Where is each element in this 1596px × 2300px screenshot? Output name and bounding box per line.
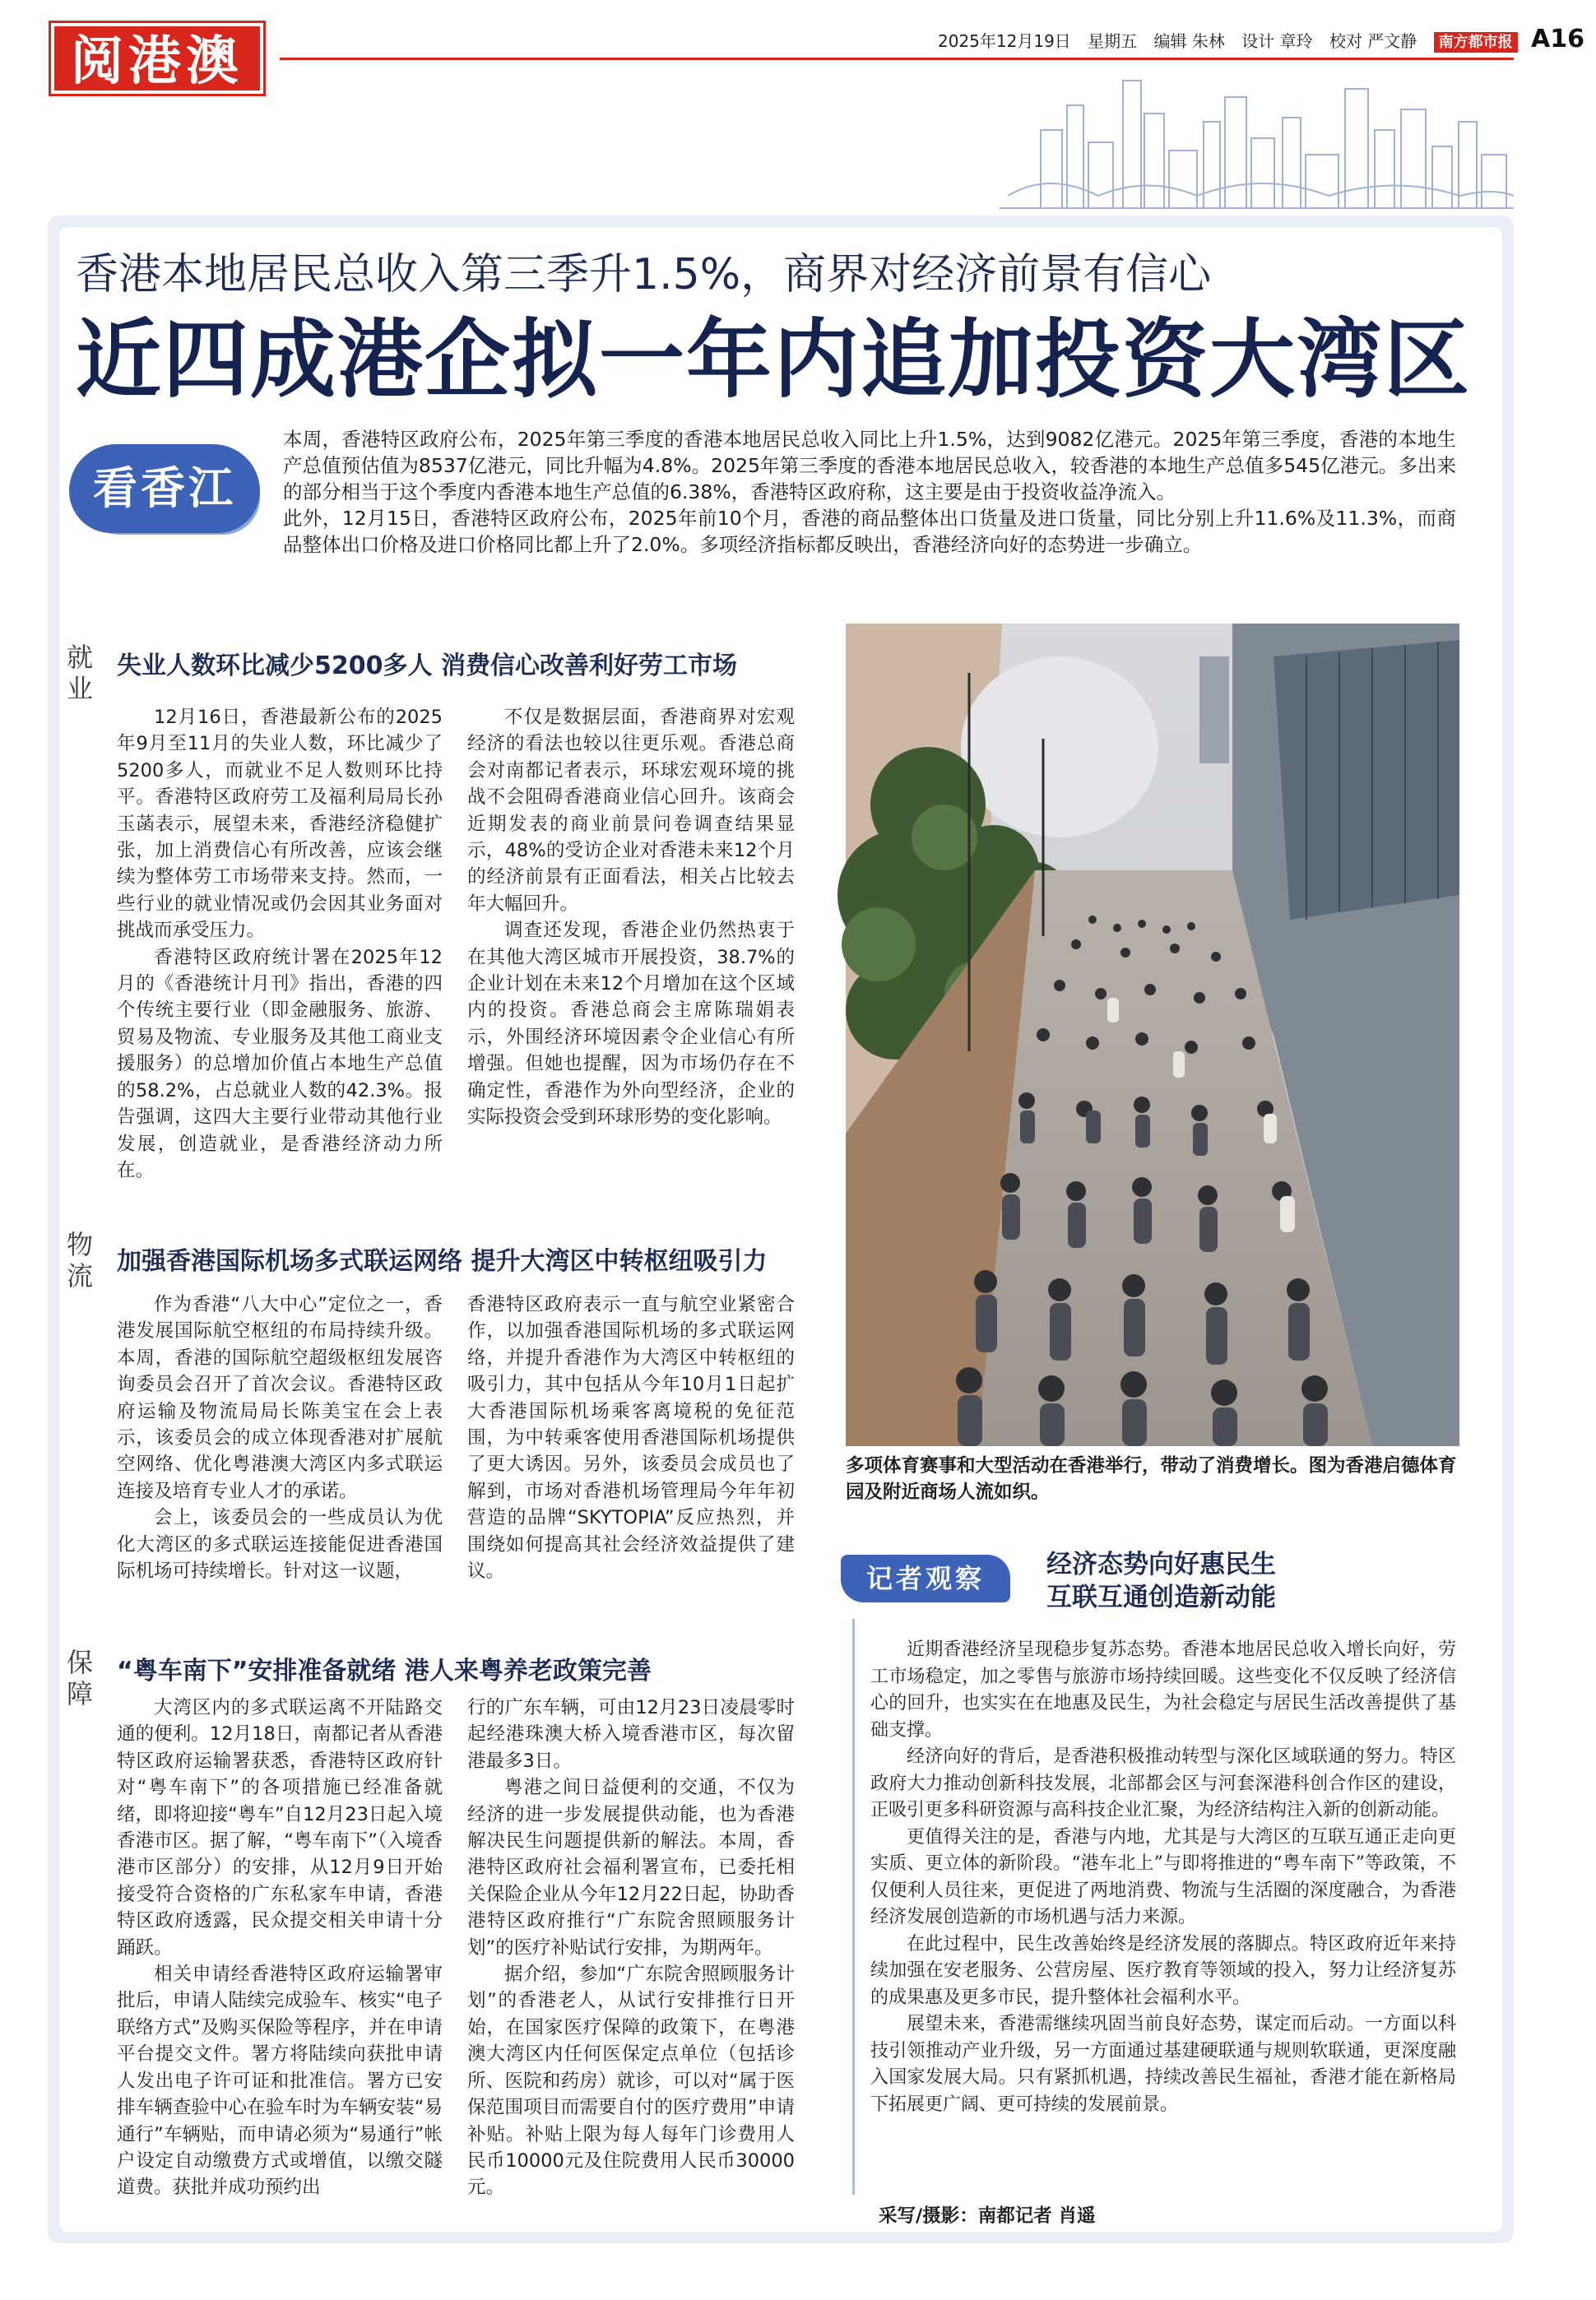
commentary-title-line: 经济态势向好惠民生 [1046, 1550, 1276, 1579]
page-number: A16 [1531, 25, 1584, 53]
section-tag-employment [66, 642, 99, 704]
proofreader-credit: 校对 严文静 [1329, 31, 1417, 51]
welfare-column-1 [117, 1695, 443, 2201]
crowd-street-photo [846, 624, 1459, 1446]
photo-caption: 多项体育赛事和大型活动在香港举行，带动了消费增长。图为香港启德体育园及附近商场人流如织。 [846, 1455, 1457, 1503]
commentary-title-line: 互联互通创造新动能 [1046, 1583, 1276, 1612]
welfare-column-2 [467, 1695, 795, 2201]
section-tag-text: 保障 [66, 1647, 93, 1709]
section-heading-logistics: 加强香港国际机场多式联运网络 提升大湾区中转枢纽吸引力 [117, 1247, 768, 1276]
section-masthead: 阅港澳 [51, 23, 263, 94]
commentary-body [870, 1637, 1456, 2118]
intro-paragraph: 本周，香港特区政府公布，2025年第三季度的香港本地居民总收入同比上升1.5%，达到9082亿港元。2025年第三季度，香港的本地生产总值预估值为8537亿港元，同比升幅为4.8%。2025年第三季度的香港本地居民总收入，较香港的本地生产总值多545亿港元。多出来的部分相当于这个季度内香港本地生产总值的6.38%，香港特区政府称，这主要是由于投资收益净流入。 [283, 428, 1456, 503]
commentary-paragraph: 经济向好的背后，是香港积极推动转型与深化区域联通的努力。特区政府大力推动创新科技发展，北部都会区与河套深港科创合作区的建设，正吸引更多科研资源与高科技企业汇聚，为经济结构注入新的创新动能。 [870, 1746, 1456, 1820]
commentary-paragraph: 在此过程中，民生改善始终是经济发展的落脚点。特区政府近年来持续加强在安老服务、公营房屋、医疗教育等领域的投入，努力让经济复苏的成果惠及更多市民，提升整体社会福利水平。 [870, 1933, 1456, 2008]
section-heading-welfare: “粤车南下”安排准备就绪 港人来粤养老政策完善 [117, 1657, 652, 1686]
body-paragraph: 相关申请经香港特区政府运输署审批后，申请人陆续完成验车、核实“电子联络方式”及购买保险等程序，并在申请平台提交文件。署方将陆续向获批申请人发出电子许可证和批准信。署方已安排车辆查验中心在验车时为车辆安装“易通行”车辆贴，而申请必须为“易通行”帐户设定自动缴费方式或增值，以缴交隧道费。获批并成功预约出 [117, 1964, 443, 2199]
body-paragraph: 12月16日，香港最新公布的2025年9月至11月的失业人数，环比减少了5200多人，而就业不足人数则环比持平。香港特区政府劳工及福利局局长孙玉菡表示，展望未来，香港经济稳健扩张，加上消费信心有所改善，应该会继续为整体劳工市场带来支持。然而，一些行业的就业情况或仍会因其业务面对挑战而承受压力。 [117, 707, 443, 942]
logistics-column-2 [467, 1291, 795, 1584]
editor-credit: 编辑 朱林 [1153, 31, 1225, 51]
commentary-tag: 记者观察 [841, 1555, 1010, 1602]
employment-column-1 [117, 704, 443, 1184]
commentary-paragraph: 近期香港经济呈现稳步复苏态势。香港本地居民总收入增长向好，劳工市场稳定，加之零售与旅游市场持续回暖。这些变化不仅反映了经济信心的回升，也实实在在地惠及民生，为社会稳定与居民生活改善提供了基础支撑。 [870, 1639, 1456, 1741]
body-paragraph: 香港特区政府表示一直与航空业紧密合作，以加强香港国际机场的多式联运网络，并提升香港作为大湾区中转枢纽的吸引力，其中包括从今年10月1日起扩大香港国际机场乘客离境税的免征范围，为中转乘客使用香港国际机场提供了更大诱因。另外，该委员会成员也了解到，市场对香港机场管理局今年年初营造的品牌“SKYTOPIA”反应热烈，并围绕如何提高其社会经济效益提供了建议。 [467, 1294, 795, 1583]
body-paragraph: 大湾区内的多式联运离不开陆路交通的便利。12月18日，南都记者从香港特区政府运输署获悉，香港特区政府针对“粤车南下”的各项措施已经准备就绪，即将迎接“粤车”自12月23日起入境香港市区。据了解，“粤车南下”（入境香港市区部分）的安排，从12月9日开始接受符合资格的广东私家车申请，香港特区政府透露，民众提交相关申请十分踊跃。 [117, 1697, 443, 1959]
issue-weekday: 星期五 [1088, 31, 1138, 51]
body-paragraph: 粤港之间日益便利的交通，不仅为经济的进一步发展提供动能，也为香港解决民生问题提供新的解法。本周，香港特区政府社会福利署宣布，已委托相关保险企业从今年12月22日起，协助香港特区政府推行“广东院舍照顾服务计划”的医疗补贴试行安排，为期两年。 [467, 1777, 795, 1959]
article-intro [283, 426, 1456, 558]
logistics-column-1 [117, 1291, 443, 1584]
intro-paragraph: 此外，12月15日，香港特区政府公布，2025年前10个月，香港的商品整体出口货量及进口货量，同比分别上升11.6%及11.3%，而商品整体出口价格及进口价格同比都上升了2.0%。多项经济指标都反映出，香港经济向好的态势进一步确立。 [283, 507, 1456, 556]
section-heading-employment: 失业人数环比减少5200多人 消费信心改善利好劳工市场 [117, 652, 737, 680]
body-paragraph: 香港特区政府统计署在2025年12月的《香港统计月刊》指出，香港的四个传统主要行业（即金融服务、旅游、贸易及物流、专业服务及其他工商业支援服务）的总增加价值占本地生产总值的58.2%，占总就业人数的42.3%。报告强调，这四大主要行业带动其他行业发展，创造就业，是香港经济动力所在。 [117, 946, 443, 1181]
article-subtitle: 香港本地居民总收入第三季升1.5%，商界对经济前景有信心 [76, 250, 1212, 299]
article-byline: 采写/摄影：南都记者 肖遥 [879, 2205, 1096, 2227]
column-badge: 看香江 [69, 444, 260, 533]
employment-column-2 [467, 704, 795, 1131]
body-paragraph: 作为香港“八大中心”定位之一，香港发展国际航空枢纽的布局持续升级。本周，香港的国际航空超级枢纽发展咨询委员会召开了首次会议。香港特区政府运输及物流局局长陈美宝在会上表示，该委员会的成立体现香港对扩展航空网络、优化粤港澳大湾区内多式联运连接及培育专业人才的承诺。 [117, 1294, 443, 1502]
issue-date: 2025年12月19日 [938, 31, 1071, 51]
commentary-paragraph: 更值得关注的是，香港与内地，尤其是与大湾区的互联互通正走向更实质、更立体的新阶段。“港车北上”与即将推进的“粤车南下”等政策，不仅便利人员往来，更促进了两地消费、物流与生活圈的深度融合，为香港经济发展创造新的市场机遇与活力来源。 [870, 1826, 1456, 1927]
body-paragraph: 据介绍，参加“广东院舍照顾服务计划”的香港老人，从试行安排推行日开始，在国家医疗保障的政策下，在粤港澳大湾区内任何医保定点单位（包括诊所、医院和药房）就诊，可以对“属于医保范围项目而需要自付的医疗费用”申请补贴。补贴上限为每人每年门诊费用人民币10000元及住院费用人民币30000元。 [467, 1964, 795, 2199]
body-paragraph: 行的广东车辆，可由12月23日凌晨零时起经港珠澳大桥入境香港市区，每次留港最多3日。 [467, 1697, 795, 1772]
body-paragraph: 会上，该委员会的一些成员认为优化大湾区的多式联运连接能促进香港国际机场可持续增长。针对这一议题， [117, 1507, 443, 1583]
section-tag-text: 物流 [66, 1229, 93, 1291]
section-tag-logistics [66, 1229, 99, 1291]
body-paragraph: 调查还发现，香港企业仍然热衷于在其他大湾区城市开展投资，38.7%的企业计划在未来12个月增加在这个区域内的投资。香港总商会主席陈瑞娟表示，外围经济环境因素令企业信心有所增强。但她也提醒，因为市场仍存在不确定性，香港作为外向型经济，企业的实际投资会受到环球形势的变化影响。 [467, 920, 795, 1129]
designer-credit: 设计 章玲 [1241, 31, 1313, 51]
city-skyline-illustration [1000, 72, 1514, 212]
commentary-paragraph: 展望未来，香港需继续巩固当前良好态势，谋定而后动。一方面以科技引领推动产业升级，另一方面通过基建硬联通与规则软联通，更深度融入国家发展大局。只有紧抓机遇，持续改善民生福祉，香港才能在新格局下拓展更广阔、更可持续的发展前景。 [870, 2014, 1456, 2115]
section-tag-text: 就业 [66, 642, 93, 704]
commentary-title [1046, 1548, 1458, 1614]
body-paragraph: 不仅是数据层面，香港商界对宏观经济的看法也较以往更乐观。香港总商会对南都记者表示，环球宏观环境的挑战不会阻碍香港商业信心回升。该商会近期发表的商业前景问卷调查结果显示，48%的受访企业对香港未来12个月的经济前景有正面看法，相关占比较去年大幅回升。 [467, 707, 795, 915]
page-info-bar [938, 25, 1584, 54]
header-rule [280, 58, 1514, 60]
article-title: 近四成港企拟一年内追加投资大湾区 [76, 309, 1472, 410]
section-tag-welfare [66, 1647, 99, 1709]
paper-brand-logo: 南方都市报 [1434, 32, 1518, 53]
news-photo [846, 624, 1459, 1446]
